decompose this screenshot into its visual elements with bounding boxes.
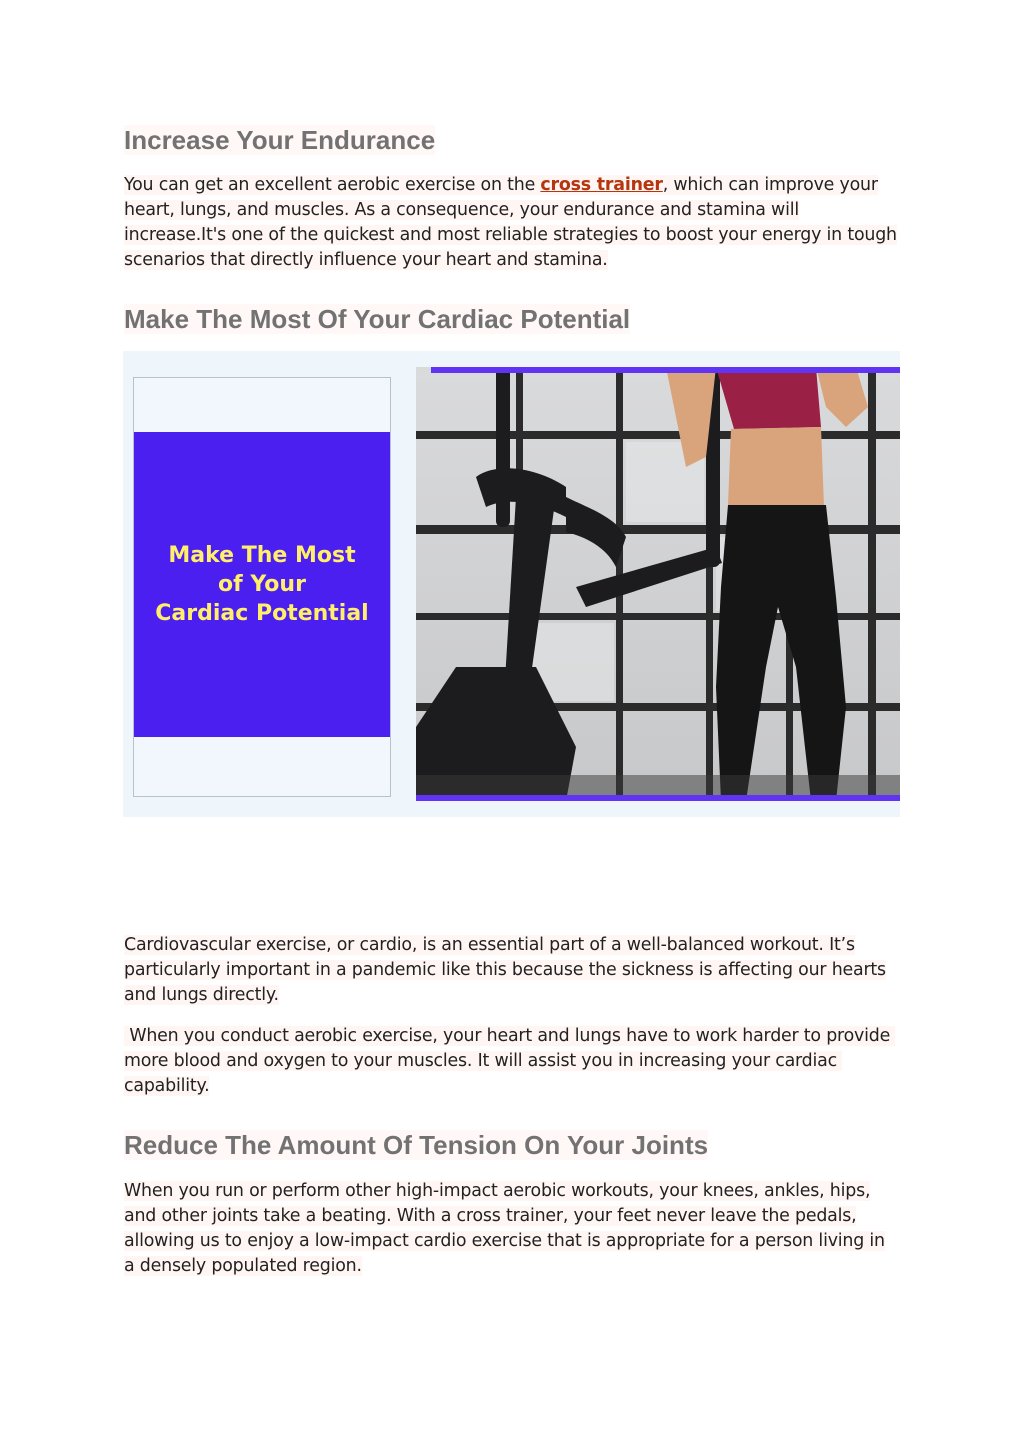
promo-card xyxy=(133,377,391,797)
promo-card-panel xyxy=(134,432,390,737)
joints-text: When you run or perform other high-impact aerobic workouts, your knees, ankles, hips, and other joints take a beating. With a cross trainer, your feet never leave the pedals, allowing us to enjoy a low-impact cardio exercise that is appropriate for a person living in a densely populated region. xyxy=(124,1181,885,1276)
accent-bar-bottom xyxy=(416,795,900,801)
accent-bar-top xyxy=(431,367,900,373)
joints-paragraph xyxy=(124,1179,899,1279)
cardio-text-2: When you conduct aerobic exercise, your heart and lungs have to work harder to provide more blood and oxygen to your muscles. It will assist you in increasing your cardiac capability. xyxy=(124,1026,896,1096)
photo-illustration xyxy=(416,367,900,801)
endurance-text-start: You can get an excellent aerobic exercise on the xyxy=(124,175,541,195)
promo-card-title xyxy=(155,541,368,628)
endurance-text-end: , which can improve your heart, lungs, and muscles. As a consequence, your endurance and stamina will increase.It's one of the quickest and most reliable strategies to boost your energy in tough scenarios that directly influence your heart and stamina. xyxy=(124,175,897,270)
heading-cardiac-potential: Make The Most Of Your Cardiac Potential xyxy=(124,304,631,334)
cross-trainer-photo xyxy=(416,367,900,801)
promo-line-2: of Your xyxy=(218,572,306,597)
heading-reduce-tension: Reduce The Amount Of Tension On Your Joints xyxy=(124,1130,709,1160)
promo-line-1: Make The Most xyxy=(168,543,356,568)
endurance-paragraph xyxy=(124,173,899,273)
cardio-paragraph-2 xyxy=(124,1024,899,1099)
cardiac-image xyxy=(123,351,900,817)
promo-line-3: Cardiac Potential xyxy=(155,601,369,626)
cross-trainer-link[interactable]: cross trainer xyxy=(540,175,663,195)
cardio-paragraph-1 xyxy=(124,933,899,1008)
cardio-text-1: Cardiovascular exercise, or cardio, is an essential part of a well-balanced workout. It’s particularly important in a pandemic like this because the sickness is affecting our hearts and lungs directly. xyxy=(124,935,886,1005)
heading-increase-endurance: Increase Your Endurance xyxy=(124,125,436,155)
